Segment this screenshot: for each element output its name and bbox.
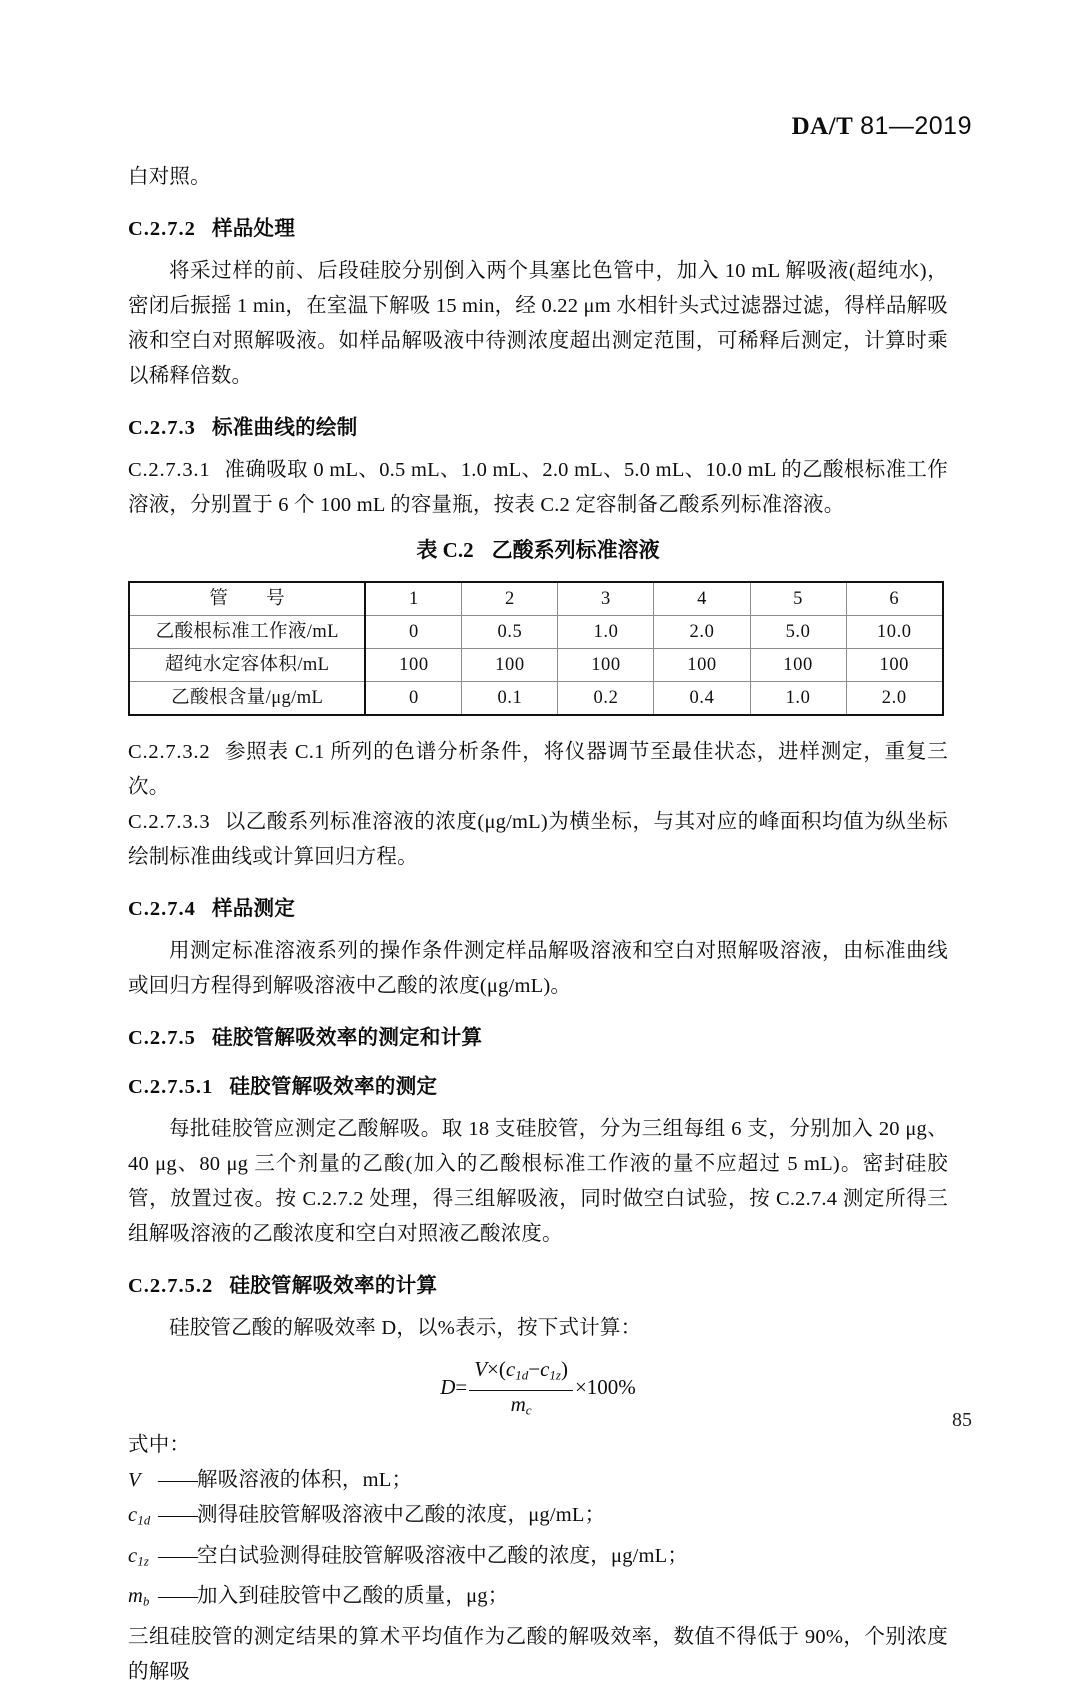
cell: 5.0 — [750, 616, 846, 649]
where-closing: 三组硅胶管的测定结果的算术平均值作为乙酸的解吸效率，数值不得低于 90%，个别浓度的解吸 — [128, 1625, 948, 1683]
where-item-mb — [128, 1579, 948, 1620]
table-row — [129, 682, 943, 716]
cell: 100 — [846, 649, 943, 682]
formula-lhs: D — [440, 1374, 456, 1399]
table-caption-title: 乙酸系列标准溶液 — [491, 539, 660, 562]
formula-equals: = — [455, 1374, 468, 1399]
heading-title: 硅胶管解吸效率的测定和计算 — [211, 1026, 483, 1049]
where-symbol: $m_b$ — [128, 1585, 150, 1609]
table-row — [129, 616, 943, 649]
heading-c-2-7-2 — [128, 214, 948, 244]
table-row — [129, 582, 943, 616]
row-label-ultrapure-water-volume: 超纯水定容体积/mL — [129, 649, 365, 682]
cell: 100 — [462, 649, 558, 682]
cell: 4 — [654, 582, 750, 616]
clause-number: C.2.7.3.3 — [128, 811, 211, 833]
formula-fraction — [469, 1356, 573, 1422]
where-dash: —— — [158, 1469, 197, 1492]
cell: 100 — [365, 649, 462, 682]
heading-number: C.2.7.4 — [128, 898, 196, 920]
heading-title: 标准曲线的绘制 — [211, 416, 358, 439]
heading-c-2-7-5-1 — [128, 1072, 948, 1102]
where-text: 解吸溶液的体积，mL； — [197, 1469, 413, 1492]
heading-number: C.2.7.5.1 — [128, 1076, 214, 1098]
heading-number: C.2.7.5 — [128, 1027, 196, 1049]
formula-c1-sub: 1d — [515, 1367, 529, 1383]
cell: 2.0 — [846, 682, 943, 716]
where-symbol: $c_{1z}$ — [128, 1544, 150, 1569]
cell: 3 — [558, 582, 654, 616]
heading-number: C.2.7.5.2 — [128, 1275, 214, 1297]
where-text: 空白试验测得硅胶管解吸溶液中乙酸的浓度，μg/mL； — [197, 1544, 689, 1567]
cell: 0.4 — [654, 682, 750, 716]
heading-number: C.2.7.2 — [128, 218, 196, 240]
heading-c-2-7-3 — [128, 413, 948, 443]
where-text: 加入到硅胶管中乙酸的质量，μg； — [197, 1585, 509, 1608]
heading-c-2-7-4 — [128, 894, 948, 924]
where-dash: —— — [158, 1544, 197, 1567]
clause-text: 准确吸取 0 mL、0.5 mL、1.0 mL、2.0 mL、5.0 mL、10.0 mL 的乙酸根标准工作溶液，分别置于 6 个 100 mL 的容量瓶，按表 C.2 定容制备乙酸系列标准溶液。 — [128, 459, 948, 516]
cell: 0.2 — [558, 682, 654, 716]
standard-code: DA/T — [791, 113, 854, 140]
row-label-acetate-content: 乙酸根含量/μg/mL — [129, 682, 365, 716]
cell: 100 — [654, 649, 750, 682]
standard-number: 81—2019 — [860, 112, 972, 140]
carryover-paragraph: 白对照。 — [128, 166, 211, 188]
cell: 1 — [365, 582, 462, 616]
row-label-standard-working-solution: 乙酸根标准工作液/mL — [129, 616, 365, 649]
where-symbol: V — [128, 1469, 141, 1492]
heading-number: C.2.7.3 — [128, 417, 196, 439]
clause-text: 以乙酸系列标准溶液的浓度(μg/mL)为横坐标，与其对应的峰面积均值为纵坐标绘制标准曲线或计算回归方程。 — [128, 811, 948, 868]
clause-c-2-7-3-2 — [128, 735, 948, 805]
running-header — [792, 112, 972, 141]
heading-c-2-7-5-2 — [128, 1271, 948, 1301]
heading-title: 硅胶管解吸效率的计算 — [229, 1274, 438, 1297]
heading-title: 样品测定 — [211, 897, 296, 920]
cell: 2.0 — [654, 616, 750, 649]
cell: 6 — [846, 582, 943, 616]
where-dash: —— — [158, 1504, 197, 1527]
table-c2 — [128, 581, 944, 716]
heading-c-2-7-5 — [128, 1023, 948, 1053]
cell: 0.1 — [462, 682, 558, 716]
where-text: 测得硅胶管解吸溶液中乙酸的浓度，μg/mL； — [197, 1504, 606, 1527]
where-list — [128, 1428, 948, 1690]
formula-suffix: ×100% — [574, 1374, 636, 1399]
cell: 2 — [462, 582, 558, 616]
where-label: 式中： — [128, 1434, 191, 1457]
clause-text: 参照表 C.1 所列的色谱分析条件，将仪器调节至最佳状态，进样测定，重复三次。 — [128, 741, 948, 798]
paragraph-c-2-7-5-2: 硅胶管乙酸的解吸效率 D，以%表示，按下式计算： — [169, 1317, 642, 1339]
cell: 5 — [750, 582, 846, 616]
paragraph-c-2-7-4: 用测定标准溶液系列的操作条件测定样品解吸溶液和空白对照解吸溶液，由标准曲线或回归方程得到解吸溶液中乙酸的浓度(μg/mL)。 — [128, 940, 948, 997]
where-item-v — [128, 1463, 948, 1498]
formula-denominator-sub: c — [525, 1402, 532, 1418]
page-body — [128, 160, 948, 1690]
formula-desorption-efficiency — [128, 1356, 948, 1422]
clause-number: C.2.7.3.1 — [128, 459, 211, 481]
page-number: 85 — [952, 1409, 972, 1431]
cell: 0 — [365, 682, 462, 716]
where-item-c1d — [128, 1498, 948, 1539]
formula-denominator-symbol: m — [510, 1391, 526, 1416]
where-symbol: $c_{1d}$ — [128, 1504, 151, 1528]
paragraph-c-2-7-5-1: 每批硅胶管应测定乙酸解吸。取 18 支硅胶管，分为三组每组 6 支，分别加入 20 μg、40 μg、80 μg 三个剂量的乙酸(加入的乙酸根标准工作液的量不应超过 5 mL)。密封硅胶管，放置过夜。按 C.2.7.2 处理，得三组解吸液，同时做空白试验，按 C.2.7.4 测定所得三组解吸溶液的乙酸浓度和空白对照液乙酸浓度。 — [128, 1118, 948, 1245]
table-row — [129, 649, 943, 682]
paragraph-c-2-7-2: 将采过样的前、后段硅胶分别倒入两个具塞比色管中，加入 10 mL 解吸液(超纯水)，密闭后振摇 1 min，在室温下解吸 15 min，经 0.22 μm 水相针头式过滤器过滤，得样品解吸液和空白对照解吸液。如样品解吸液中待测浓度超出测定范围，可稀释后测定，计算时乘以稀释倍数。 — [128, 260, 948, 387]
cell: 0 — [365, 616, 462, 649]
heading-title: 硅胶管解吸效率的测定 — [229, 1075, 438, 1098]
row-label-tube-number: 管 号 — [129, 582, 365, 616]
heading-title: 样品处理 — [211, 217, 296, 240]
cell: 100 — [750, 649, 846, 682]
cell: 1.0 — [750, 682, 846, 716]
formula-c2-sub: 1z — [549, 1367, 561, 1383]
cell: 10.0 — [846, 616, 943, 649]
table-caption — [128, 533, 948, 568]
cell: 0.5 — [462, 616, 558, 649]
clause-c-2-7-3-3 — [128, 805, 948, 875]
cell: 100 — [558, 649, 654, 682]
formula-numerator: $V\times(c_{1d}-c_{1z})$ — [469, 1356, 573, 1391]
cell: 1.0 — [558, 616, 654, 649]
where-item-c1z — [128, 1539, 948, 1580]
formula-denominator — [469, 1391, 573, 1423]
table-caption-number: 表 C.2 — [416, 538, 474, 562]
clause-c-2-7-3-1 — [128, 453, 948, 523]
clause-number: C.2.7.3.2 — [128, 741, 211, 763]
where-dash: —— — [158, 1585, 197, 1608]
